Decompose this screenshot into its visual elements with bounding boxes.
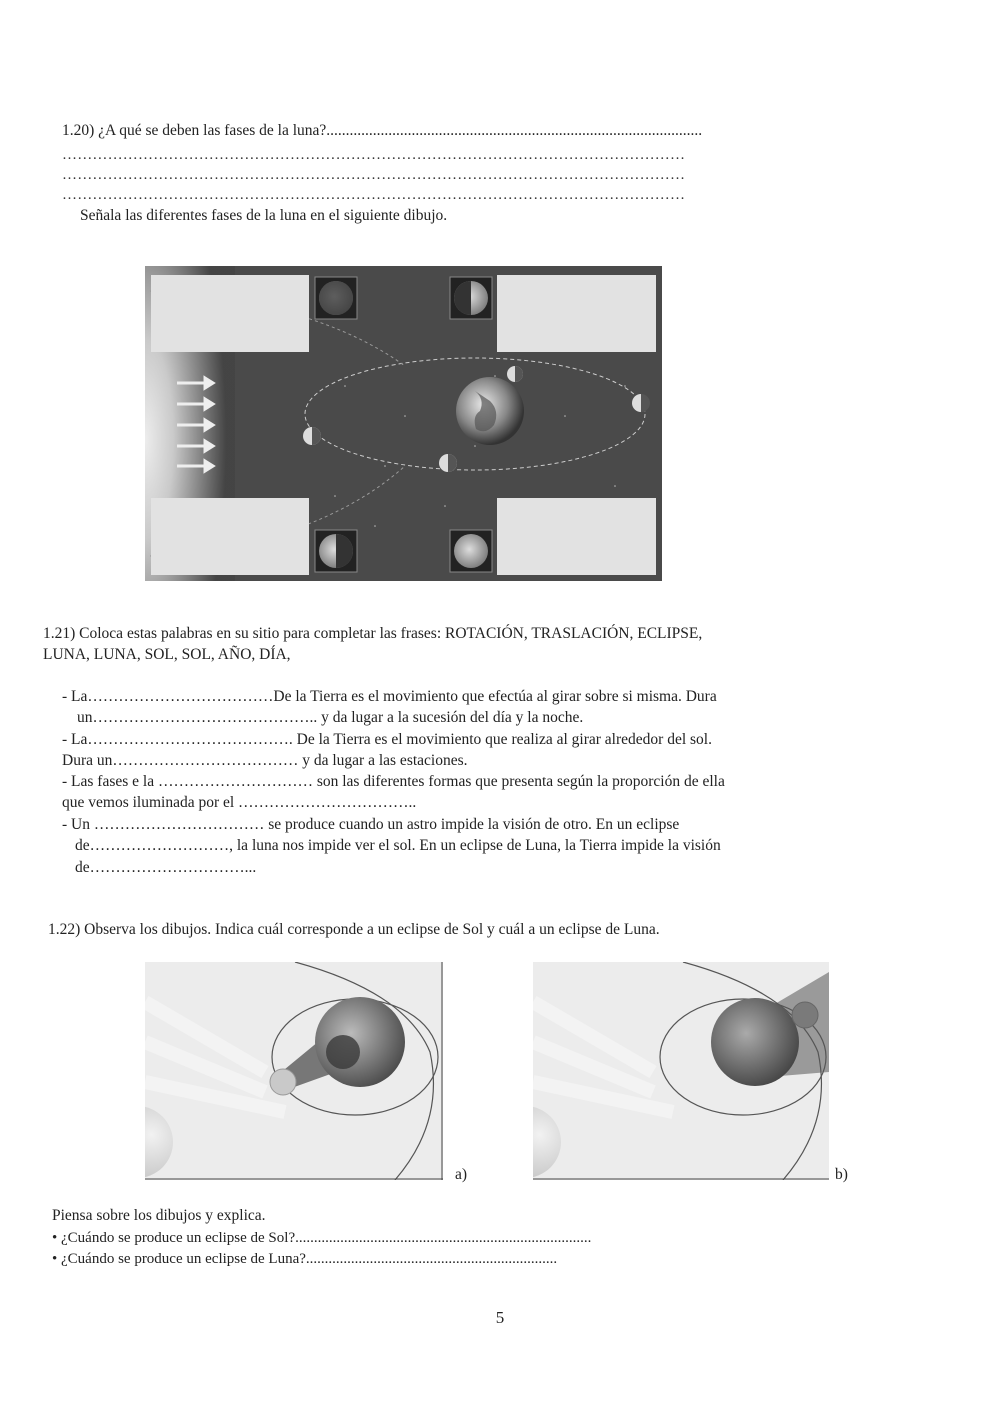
answer-box-bottom-right[interactable] <box>497 498 656 575</box>
orbit-moon-bottom <box>439 454 457 472</box>
moon-phases-instruction: Señala las diferentes fases de la luna en el siguiente dibujo. <box>80 207 448 224</box>
question-1-20: 1.20) ¿A qué se deben las fases de la luna?................................................................................................. <box>62 122 703 139</box>
label-b: b) <box>835 1166 848 1183</box>
question-1-21-line2: LUNA, LUNA, SOL, SOL, AÑO, DÍA, <box>43 646 291 663</box>
fill-line-5[interactable]: - Las fases e la ………………………… son las diferentes formas que presenta según la proporción de ella <box>62 773 725 790</box>
earth <box>711 998 799 1086</box>
fill-line-1[interactable]: - La………………………………De la Tierra es el movimiento que efectúa al girar sobre si misma. Dura <box>62 688 717 705</box>
answer-line-1[interactable]: …………………………………………………………………………………………………………… <box>62 147 686 163</box>
orbit-moon-right <box>632 394 650 412</box>
fill-line-4[interactable]: Dura un……………………………… y da lugar a las estaciones. <box>62 752 468 769</box>
fill-line-9[interactable]: de…………………………... <box>75 859 257 876</box>
moon-phases-diagram <box>145 266 662 581</box>
eclipse-diagram-a <box>145 962 443 1180</box>
orbit-moon-left <box>303 427 321 445</box>
answer-box-top-left[interactable] <box>151 275 309 352</box>
orbit-moon-top <box>507 366 523 382</box>
question-1-21-line1: 1.21) Coloca estas palabras en su sitio para completar las frases: ROTACIÓN, TRASLACIÓN, ECLIPSE, <box>43 625 703 642</box>
label-a: a) <box>455 1166 468 1183</box>
page-number: 5 <box>495 1308 505 1327</box>
answer-line-2[interactable]: …………………………………………………………………………………………………………… <box>62 167 686 183</box>
fill-line-2[interactable]: un…………………………………….. y da lugar a la sucesión del día y la noche. <box>77 709 584 726</box>
moon <box>792 1002 818 1028</box>
answer-box-top-right[interactable] <box>497 275 656 352</box>
think-instruction: Piensa sobre los dibujos y explica. <box>52 1207 266 1224</box>
answer-box-bottom-left[interactable] <box>151 498 309 575</box>
bullet-lunar-eclipse[interactable]: • ¿Cuándo se produce un eclipse de Luna?................................................................... <box>52 1251 558 1267</box>
fill-line-8[interactable]: de………………………, la luna nos impide ver el sol. En un eclipse de Luna, la Tierra impide la visión <box>75 837 721 854</box>
question-1-22: 1.22) Observa los dibujos. Indica cuál corresponde a un eclipse de Sol y cuál a un eclipse de Luna. <box>48 921 660 938</box>
bullet-solar-eclipse[interactable]: • ¿Cuándo se produce un eclipse de Sol?............................................................................... <box>52 1230 592 1246</box>
phase-thumb-bottom-left <box>315 530 357 572</box>
answer-line-3[interactable]: …………………………………………………………………………………………………………… <box>62 187 686 203</box>
eclipse-diagram-b <box>533 962 829 1180</box>
fill-line-6[interactable]: que vemos iluminada por el …………………………….. <box>62 794 417 811</box>
phase-thumb-top-right <box>450 277 492 319</box>
fill-line-7[interactable]: - Un …………………………… se produce cuando un astro impide la visión de otro. En un eclipse <box>62 816 680 833</box>
moon <box>270 1069 296 1095</box>
earth <box>315 997 405 1087</box>
phase-thumb-top-left <box>315 277 357 319</box>
fill-line-3[interactable]: - La…………………………………. De la Tierra es el movimiento que realiza al girar alrededor del sol. <box>62 731 712 748</box>
phase-thumb-bottom-right <box>450 530 492 572</box>
